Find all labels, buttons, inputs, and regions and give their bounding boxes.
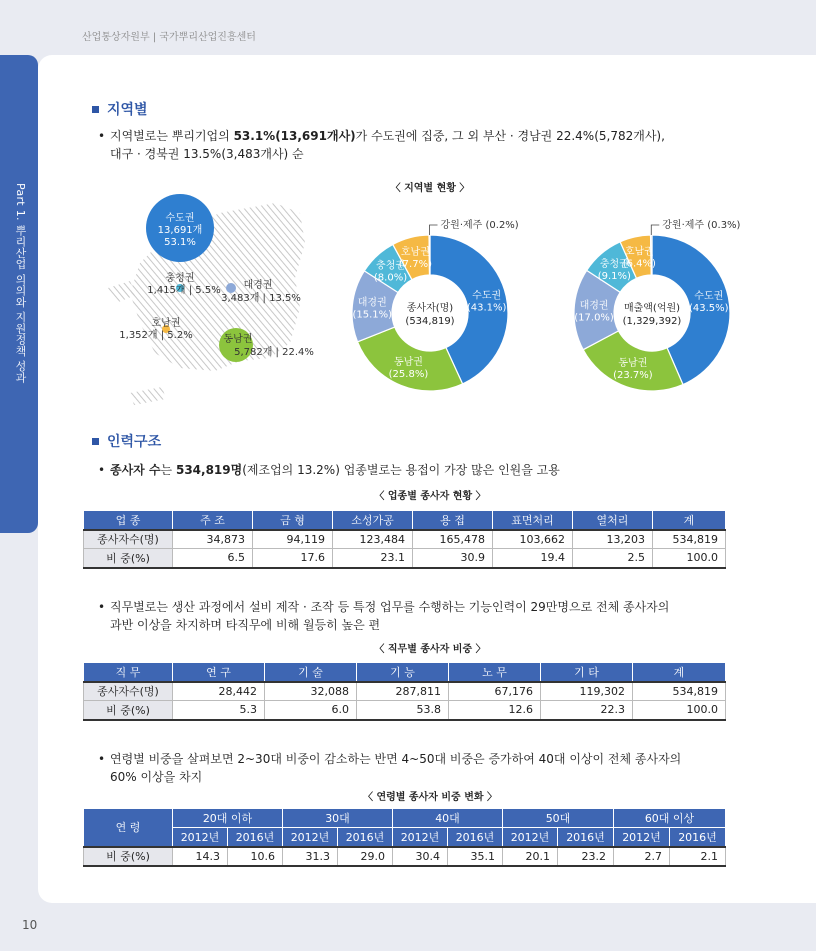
table-cell: 22.3 [541,701,633,720]
table-cell: 67,176 [449,682,541,701]
table-cell: 34,873 [173,530,253,549]
table-header-group: 20대 이하 [173,809,283,828]
table-cell: 6.0 [265,701,357,720]
table-header-cell: 연 령 [84,809,173,847]
table-header-cell: 2012년 [503,828,558,847]
industry-table-caption: 〈 업종별 종사자 현황 〉 [374,491,486,502]
table-cell: 13,203 [573,530,653,549]
donut-slice-value: (43.5%) [689,303,729,315]
table-header-cell: 계 [633,663,726,682]
table-cell: 32,088 [265,682,357,701]
table-header-row [84,663,726,682]
table-row [84,847,726,866]
square-bullet-icon [92,438,99,445]
donut-chart-employees [330,205,530,395]
map-label-honam-value: 1,352개 | 5.2% [119,330,193,341]
table-header-cell: 표면처리 [493,511,573,530]
table-row-header: 비 중(%) [84,549,173,568]
jeju-island-shape [130,387,166,405]
job-employee-table [83,662,726,721]
table-header-cell: 2012년 [614,828,670,847]
table-cell: 2.5 [573,549,653,568]
west-islands-shape [108,281,136,303]
table-cell: 6.5 [173,549,253,568]
table-header-cell: 소성가공 [333,511,413,530]
table-cell: 534,819 [633,682,726,701]
table-cell: 534,819 [653,530,726,549]
table-header-cell: 업 종 [84,511,173,530]
callout-line [651,225,659,235]
table-cell: 28,442 [173,682,265,701]
donut-slice-value: (9.1%) [597,270,631,282]
table-row [84,701,726,720]
donut-slice-label: 수도권 [472,290,502,302]
donut-slice-value: (17.0%) [574,312,614,324]
table-cell: 119,302 [541,682,633,701]
table-cell: 20.1 [503,847,558,866]
table-cell: 29.0 [338,847,393,866]
map-label-sudo-name: 수도권 [165,213,195,224]
bullet-dot-icon: • [98,129,106,143]
chapter-side-label: Part 1. 뿌리산업 의의와 지원정책 성과 [14,183,27,383]
table-cell: 2.1 [670,847,726,866]
industry-employee-table [83,510,726,569]
table-header-cell: 2012년 [283,828,338,847]
table-header-row [84,828,726,847]
callout-line [430,225,438,235]
table-header-group: 30대 [283,809,393,828]
table-header-cell: 2016년 [670,828,726,847]
table-cell: 23.1 [333,549,413,568]
table-header-group: 60대 이상 [614,809,726,828]
donut-center-title: 매출액(억원) [623,303,681,314]
table-cell: 23.2 [558,847,614,866]
bullet-dot-icon: • [98,600,106,614]
donut-slice-label: 대경권 [357,297,387,309]
donut-slice-value: (23.7%) [613,369,653,381]
map-label-dongnam-name: 동남권 [223,334,253,345]
table-cell: 5.3 [173,701,265,720]
donut-slice-label: 동남권 [618,357,648,369]
map-label-sudo-count: 13,691개 [157,225,203,236]
donut-slice-label: 충청권 [376,260,406,272]
table-row [84,530,726,549]
table-header-row [84,809,726,828]
table-cell: 53.8 [357,701,449,720]
table-cell: 100.0 [633,701,726,720]
table-header-cell: 직 무 [84,663,173,682]
bullet-dot-icon: • [98,463,106,477]
korea-region-map [100,193,340,408]
map-label-honam-name: 호남권 [151,318,181,329]
table-row-header: 비 중(%) [84,847,173,866]
table-cell: 12.6 [449,701,541,720]
table-header-cell: 노 무 [449,663,541,682]
age-employee-table [83,808,726,867]
job-table-caption: 〈 직무별 종사자 비중 〉 [374,644,486,655]
table-header-cell: 용 접 [413,511,493,530]
table-row-header: 종사자수(명) [84,530,173,549]
age-table-caption: 〈 연령별 종사자 비중 변화 〉 [362,792,497,803]
workforce-bullet-2: • 직무별로는 생산 과정에서 설비 제작 · 조작 등 특정 업무를 수행하는 기능인력이 29만명으로 전체 종사자의 과반 이상을 차지하며 타직무에 비해 월등히 높은 편 [98,600,670,632]
donut-slice-label: 충청권 [599,258,629,270]
donut-center-total: (534,819) [405,316,455,327]
table-row [84,682,726,701]
bullet-dot-icon: • [98,752,106,766]
section-title-region [92,99,148,119]
map-label-chungcheong-name: 충청권 [165,273,195,284]
table-cell: 14.3 [173,847,228,866]
table-header-cell: 2016년 [558,828,614,847]
map-bubble-daegyeong [226,283,236,293]
map-label-sudo-pct: 53.1% [164,237,196,248]
table-cell: 31.3 [283,847,338,866]
table-cell: 287,811 [357,682,449,701]
table-cell: 17.6 [253,549,333,568]
table-header-cell: 2012년 [173,828,228,847]
donut-slice-label: 동남권 [393,356,423,368]
donut-chart-sales [552,205,752,395]
table-cell: 123,484 [333,530,413,549]
map-label-chungcheong-value: 1,415개 | 5.5% [147,285,221,296]
table-cell: 19.4 [493,549,573,568]
region-bullet: • 지역별로는 뿌리기업의 53.1%(13,691개사)가 수도권에 집중, 그 외 부산 · 경남권 22.4%(5,782개사), 대구 · 경북권 13.5%(3,483개사) 순 [98,129,665,161]
table-header-row [84,511,726,530]
table-row [84,549,726,568]
table-header-group: 50대 [503,809,614,828]
region-caption: 〈 지역별 현황 〉 [390,183,470,194]
table-header-cell: 기 술 [265,663,357,682]
map-label-daegyeong-value: 3,483개 | 13.5% [221,293,301,304]
workforce-bullet-3: • 연령별 비중을 살펴보면 2~30대 비중이 감소하는 반면 4~50대 비중은 증가하여 40대 이상이 전체 종사자의 60% 이상을 차지 [98,752,682,784]
map-label-daegyeong-name: 대경권 [243,280,273,291]
donut-slice-label: 수도권 [694,291,724,303]
table-header-cell: 2016년 [228,828,283,847]
workforce-bullet-1: • 종사자 수는 534,819명(제조업의 13.2%) 업종별로는 용접이 가장 많은 인원을 고용 [98,463,560,477]
table-header-cell: 기 타 [541,663,633,682]
table-header-cell: 2012년 [393,828,448,847]
table-row-header: 종사자수(명) [84,682,173,701]
table-header-group: 40대 [393,809,503,828]
table-cell: 2.7 [614,847,670,866]
donut-slice-label: 대경권 [579,300,609,312]
table-row-header: 비 중(%) [84,701,173,720]
table-cell: 30.9 [413,549,493,568]
donut-slice-value: (43.1%) [466,302,507,314]
table-cell: 30.4 [393,847,448,866]
section-title-workforce [92,431,161,451]
table-header-cell: 2016년 [448,828,503,847]
donut-callout-label: 강원·제주 (0.3%) [662,220,741,231]
donut-slice-value: (25.8%) [388,368,429,380]
table-header-cell: 연 구 [173,663,265,682]
chapter-side-tab [0,55,38,533]
donut-center-total: (1,329,392) [622,316,682,327]
donut-center-title: 종사자(명) [406,303,454,314]
table-header-cell: 2016년 [338,828,393,847]
page-number: 10 [22,918,38,932]
table-header-cell: 계 [653,511,726,530]
square-bullet-icon [92,106,99,113]
page-content [38,55,816,903]
donut-slice-value: (7.7%) [398,258,432,270]
page-header: 산업통상자원부 | 국가뿌리산업진흥센터 [82,32,256,43]
table-cell: 103,662 [493,530,573,549]
donut-callout-label: 강원·제주 (0.2%) [440,220,519,231]
table-cell: 94,119 [253,530,333,549]
section-title-region-text: 지역별 [107,102,148,118]
table-header-cell: 금 형 [253,511,333,530]
table-header-cell: 기 능 [357,663,449,682]
table-header-cell: 주 조 [173,511,253,530]
table-cell: 165,478 [413,530,493,549]
donut-slice-value: (6.4%) [622,258,656,270]
table-header-cell: 열처리 [573,511,653,530]
table-cell: 35.1 [448,847,503,866]
table-cell: 100.0 [653,549,726,568]
donut-slice-label: 호남권 [624,246,654,258]
donut-slice-value: (8.0%) [373,272,408,284]
donut-slice-label: 호남권 [400,246,430,258]
table-cell: 10.6 [228,847,283,866]
map-label-dongnam-value: 5,782개 | 22.4% [234,347,314,358]
donut-slice-value: (15.1%) [352,309,393,321]
section-title-workforce-text: 인력구조 [107,434,162,450]
